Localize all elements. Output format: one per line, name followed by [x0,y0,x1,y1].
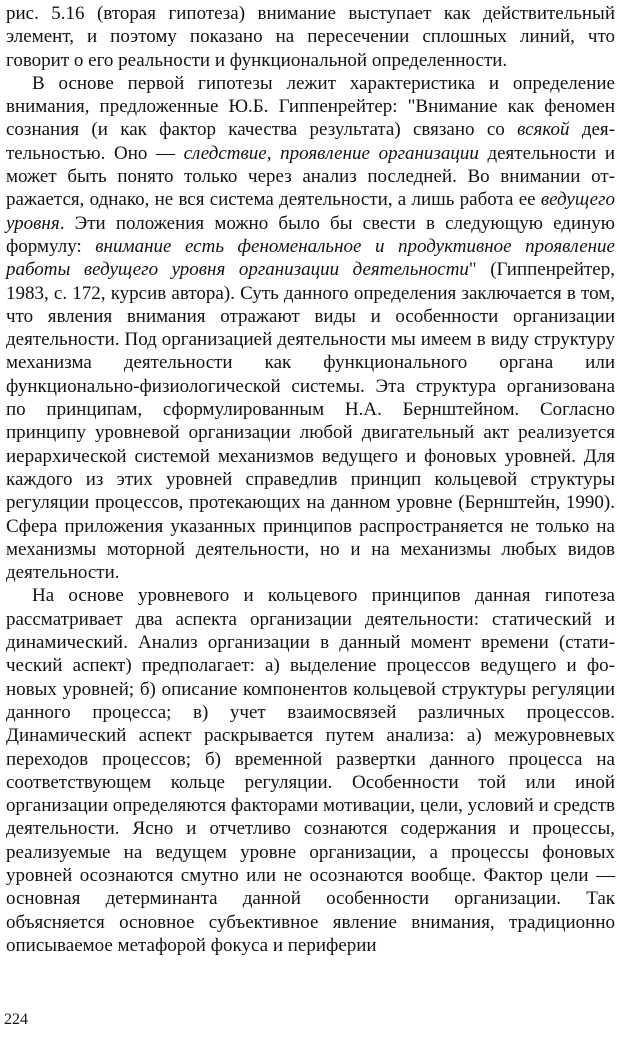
paragraph-2-text: В основе первой гипотезы лежит характеристика и определение внимания, предложенные Ю.Б. Гиппенрейтер: "Внимание как феномен сознания (и как фактор качества результата) связано со [6,72,615,141]
paragraph-2-text: " (Гиппенрейтер, 1983, с. 172, курсив автора). Суть данного определения заключается в том, что явления внимания отражают виды и особенности организации деятельности. Под организацией деятельности мы имеем в виду структуру механизма деятельности как функционального органа или функционально-физиологической системы. Эта структура организована по принципам, сформулированным Н.А. Бернштейном. Согласно принципу уровневой организации любой двигательный акт реализуется иерархической системой механизмов ведущего и фоновых уровней. Для каждого из этих уровней справедлив принцип кольцевой структуры регуляции процессов, протекающих на данном уровне (Бернштейн, 1990). Сфера приложения указанных принципов распространяется не только на механизмы моторной деятельности, но и на механизмы любых видов деятельности. [6,259,615,584]
paragraph-3-text: На основе уровневого и кольцевого принципов данная гипотеза рассматривает два аспекта организации деятельности: статический и динамический. Анализ организации в данный момент времени (статический аспект) предполагает: а) выделение процессов ведущего и фоновых уровней; б) описание компонентов кольцевой структуры регуляции данного процесса; в) учет взаимосвязей различных процессов. Динамический аспект раскрывается путем анализа: а) межуровневых переходов процессов; б) временной развертки данного процесса на соответствующем кольце регуляции. Особенности той или иной организации определяются факторами мотивации, цели, условий и средств деятельности. Ясно и отчетливо сознаются содержания и процессы, реализуемые на ведущем уровне организации, а процессы фоновых уровней осознаются смутно или не осознаются вообще. Фактор цели — основная детерминанта данной особенности организации. Так объясняется основное субъективное явление внимания, традиционно описываемое метафорой фокуса и периферии [6,585,616,956]
paragraph-2-text: . Эти положения можно было бы свести в следующую единую формулу: [6,212,615,257]
paragraph-2-text: деятельности и может быть понято только через анализ последней. Во внимании отражается, однако, не вся система деятельности, а лишь работа ее [6,142,615,211]
page-number: 224 [4,1011,28,1028]
paragraph-2 [6,72,615,585]
paragraph-3 [6,584,615,957]
italic-phrase: всякой [517,119,570,141]
italic-phrase: ведущего уровня [6,189,615,234]
paragraph-1-text: рис. 5.16 (вторая гипотеза) внимание выступает как действительный элемент, и поэтому показано на пересечении сплошных линий, что говорит о его реальности и функциональной определенности. [6,3,615,71]
paragraph-1 [6,2,615,72]
paragraph-2-text: деятельностью. Оно — [6,119,616,164]
italic-phrase: следствие, проявление организации [183,142,479,164]
italic-phrase: внимание есть феноменальное и продуктивное проявление работы ведущего уровня организации деятельности [6,235,615,281]
page-body-text [6,2,615,957]
